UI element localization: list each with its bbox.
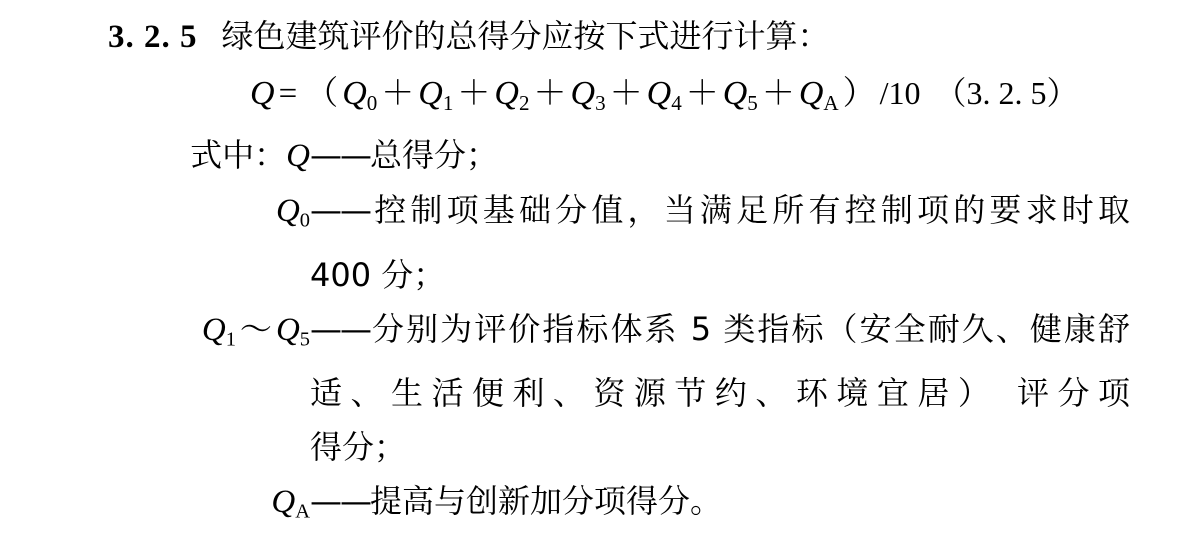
definition-list: [108, 128, 1168, 539]
dash-qa: ——: [310, 482, 370, 521]
definition-text-q0: [310, 183, 1130, 237]
definition-text-q1q5: [310, 302, 1130, 356]
clause-text: 绿色建筑评价的总得分应按下式进行计算：: [221, 17, 830, 55]
formula-close-paren: ）: [842, 76, 876, 112]
formula: [250, 70, 1079, 126]
formula-term-q2: $Q_2$: [494, 75, 530, 115]
definition-row-q0: [108, 183, 1168, 248]
formula-plus-3: ＋: [533, 76, 567, 112]
definition-desc-q1q5: 分别为评价指标体系 5 类指标（安全耐久、健康舒: [370, 309, 1130, 348]
formula-term-q1: $Q_1$: [418, 75, 454, 115]
definition-text-q: [310, 128, 498, 182]
formula-divisor: /10: [879, 75, 921, 111]
formula-plus-5: ＋: [685, 76, 719, 112]
formula-term-q4: $Q_4$: [646, 75, 682, 115]
dash-q1q5: ——: [310, 309, 370, 348]
definition-label-qa: [108, 474, 310, 539]
symbol-q: Q: [286, 138, 310, 174]
formula-plus-4: ＋: [609, 76, 643, 112]
definition-cont-q0: 400 分；: [310, 255, 446, 294]
formula-equation-number: （3. 2. 5）: [934, 75, 1079, 111]
definition-row-qa: [108, 474, 1168, 539]
definition-desc-q: 总得分；: [370, 136, 499, 174]
formula-plus-1: ＋: [381, 76, 415, 112]
formula-plus-6: ＋: [761, 76, 795, 112]
definition-cont2-q1q5: 得分；: [310, 428, 407, 467]
formula-term-q5: $Q_5$: [722, 75, 758, 115]
definition-desc-q0: 控制项基础分值，当满足所有控制项的要求时取: [370, 191, 1130, 229]
tilde-range: ～: [239, 309, 272, 348]
symbol-q1: $Q_1$: [201, 311, 236, 351]
where-label: 式中：: [190, 136, 287, 174]
formula-term-qa: $Q_A$: [798, 75, 839, 115]
symbol-q0: $Q_0$: [275, 193, 310, 232]
symbol-qa: $Q_A$: [271, 484, 310, 524]
formula-open-paren: （: [305, 76, 339, 112]
dash-q: ——: [310, 136, 370, 174]
formula-term-q3: $Q_3$: [570, 75, 606, 115]
definition-desc-qa: 提高与创新加分项得分。: [370, 482, 723, 521]
formula-equals: =: [278, 76, 298, 112]
definition-label-q1q5: [108, 302, 310, 367]
symbol-q5: $Q_5$: [275, 311, 310, 351]
definition-label-q0: [108, 183, 310, 248]
formula-plus-2: ＋: [457, 76, 491, 112]
clause-heading: [108, 14, 830, 59]
definition-row-q1q5: [108, 302, 1168, 367]
definition-row-q: [108, 128, 1168, 183]
definition-text-qa: [310, 474, 722, 528]
clause-number: 3. 2. 5: [108, 19, 198, 55]
definition-cont-q1q5: 适、生活便利、资源节约、环境宜居） 评分项: [310, 374, 1130, 413]
dash-q0: ——: [310, 191, 370, 229]
formula-lhs: Q: [250, 75, 275, 112]
definition-label-q: [108, 128, 310, 183]
formula-term-q0: $Q_0$: [342, 75, 378, 115]
